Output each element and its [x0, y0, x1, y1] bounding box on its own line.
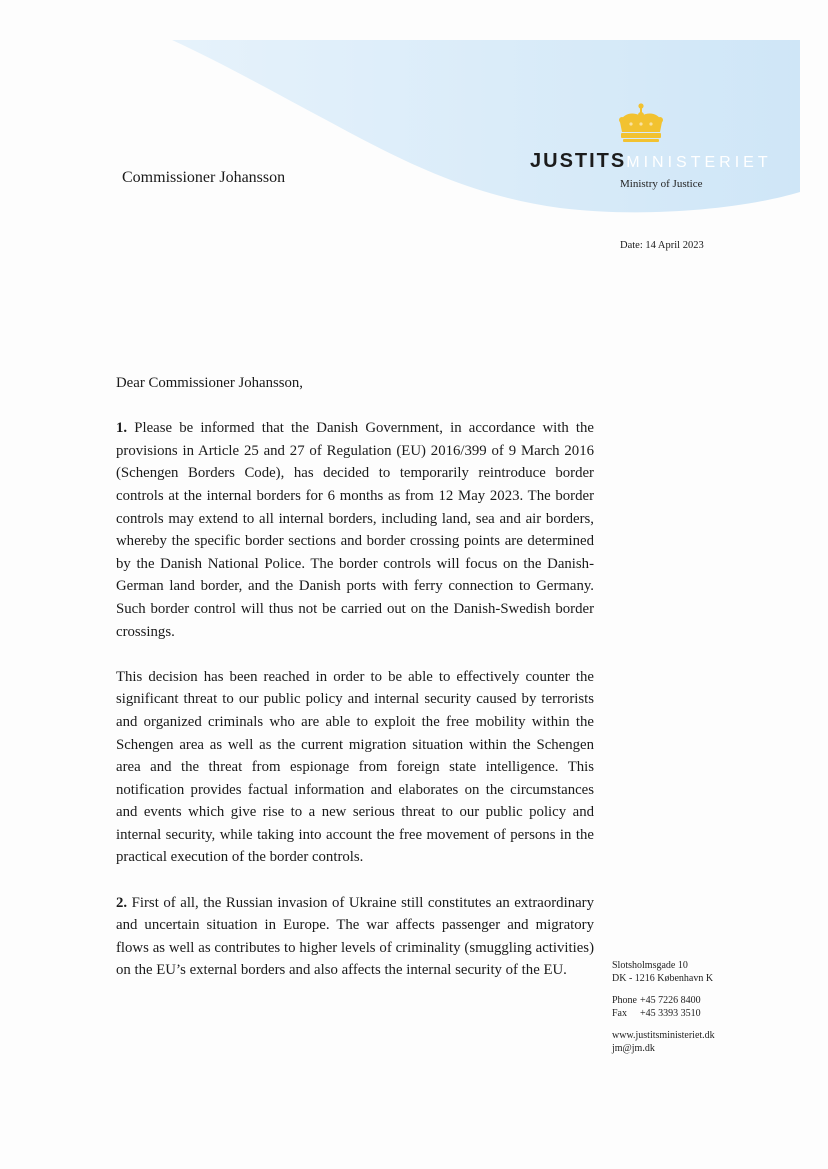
ministry-logo-text	[530, 150, 772, 173]
ministry-subtitle: Ministry of Justice	[620, 178, 703, 190]
salutation: Dear Commissioner Johansson,	[116, 375, 303, 391]
address-block	[612, 960, 812, 985]
web-email-block	[612, 1030, 812, 1055]
paragraph-text: This decision has been reached in order to be able to effectively counter the significant threat to our public policy and internal security caused by terrorists and organized criminals who are able to exploit the free mobility within the Schengen area as well as the current migration situation within the Schengen area and the threat from espionage from foreign state intelligence. This notification provides factual information and elaborates on the circumstances and events which give rise to a new serious threat to our public policy and internal security, while taking into account the free movement of persons in the practical execution of the border controls.	[116, 668, 594, 866]
phone-label: Phone	[612, 995, 637, 1006]
address-line: DK - 1216 København K	[612, 972, 714, 984]
logo-primary-text: JUSTITS	[530, 150, 627, 172]
address-line: Slotsholmsgade 10	[612, 960, 688, 971]
paragraph-number: 1.	[116, 420, 128, 437]
letter-date: Date: 14 April 2023	[620, 240, 704, 251]
fax-row	[612, 1008, 812, 1021]
contact-info	[612, 960, 812, 1065]
email-link[interactable]: jm@jm.dk	[612, 1042, 655, 1054]
header-wave-background	[0, 0, 828, 240]
crown-logo-icon	[614, 102, 668, 146]
paragraph-text: First of all, the Russian invasion of Ukraine still constitutes an extraordinary and uncertain situation in Europe. The war affects passenger and migratory flows as well as contributes to higher levels of criminality (smuggling activities) on the EU’s external borders and also affects the internal security of the EU.	[116, 894, 594, 979]
phone-fax-block	[612, 995, 812, 1020]
paragraph-text: Please be informed that the Danish Government, in accordance with the provisions in Article 25 and 27 of Regulation (EU) 2016/399 of 9 March 2016 (Schengen Borders Code), has decided to temporarily reintroduce border controls at the internal borders for 6 months as from 12 May 2023. The border controls may extend to all internal borders, including land, sea and air borders, whereby the specific border sections and border crossing points are determined by the Danish National Police. The border controls will focus on the Danish-German land border, and the Danish ports with ferry connection to Germany. Such border control will thus not be carried out on the Danish-Swedish border crossings.	[116, 420, 594, 640]
letter-body	[116, 372, 594, 1005]
website-link[interactable]: www.justitsministeriet.dk	[612, 1030, 715, 1041]
fax-number: +45 3393 3510	[640, 1007, 701, 1019]
fax-label: Fax	[612, 1007, 627, 1019]
paragraph-number: 2.	[116, 894, 128, 911]
paragraph-2	[116, 666, 594, 869]
phone-number: +45 7226 8400	[640, 995, 701, 1006]
logo-secondary-text: MINISTERIET	[626, 154, 772, 171]
paragraph-1	[116, 417, 594, 643]
paragraph-3	[116, 892, 594, 982]
recipient-name: Commissioner Johansson	[122, 169, 286, 186]
phone-row	[612, 995, 812, 1008]
